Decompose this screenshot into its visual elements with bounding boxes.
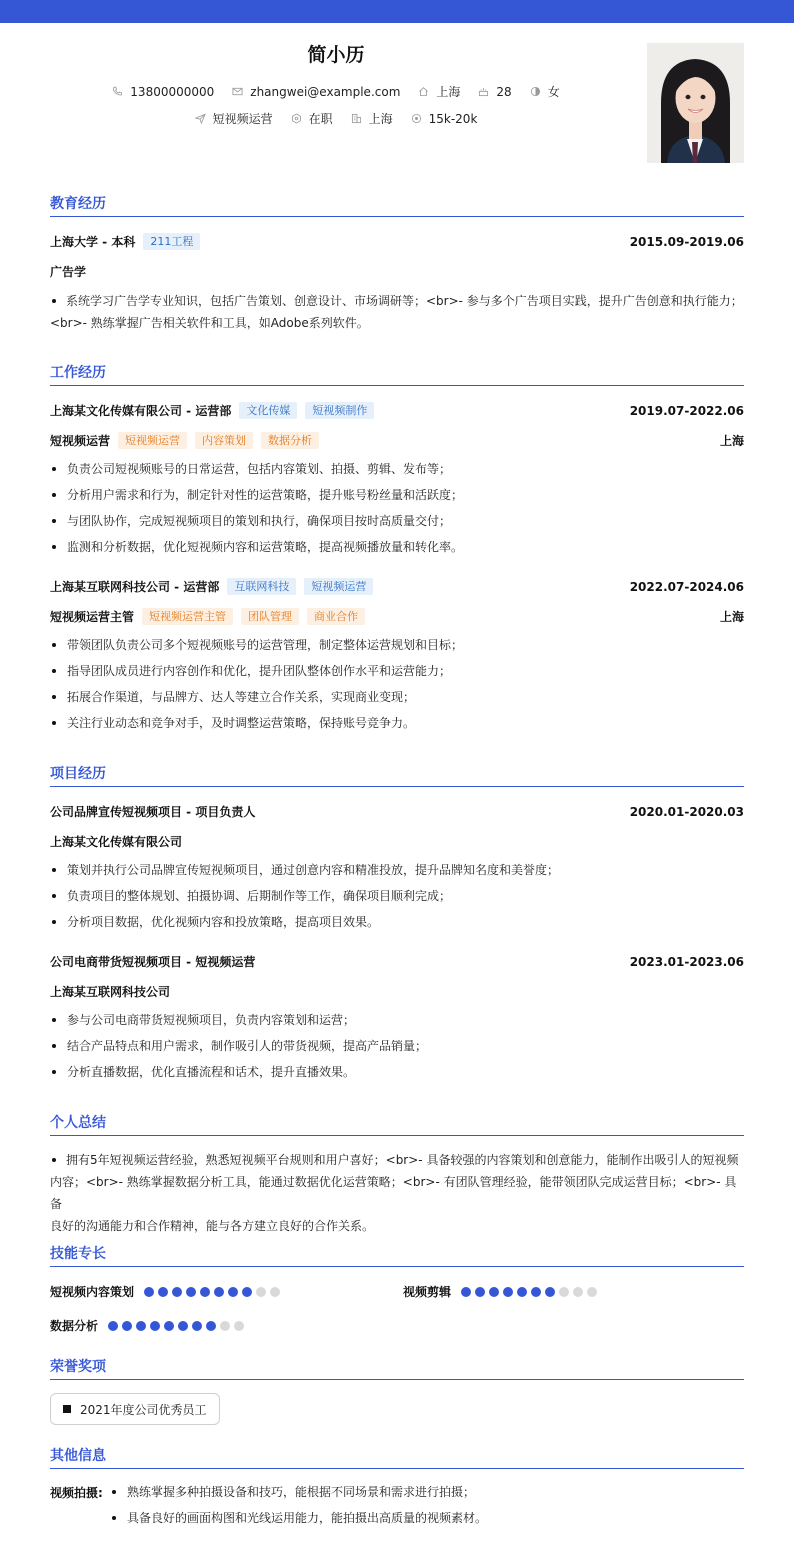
section-title-awards: 荣誉奖项	[50, 1356, 744, 1380]
section-title-education: 教育经历	[50, 193, 744, 217]
skill-dot-empty	[587, 1287, 597, 1297]
list-item: 分析用户需求和行为，制定针对性的运营策略，提升账号粉丝量和活跃度；	[50, 482, 744, 508]
status-icon	[291, 113, 302, 124]
skill-dot-filled	[158, 1287, 168, 1297]
job-1-skill-tag: 内容策划	[195, 432, 253, 449]
cake-icon	[478, 86, 489, 97]
skill-dot-filled	[144, 1287, 154, 1297]
list-item: 负责项目的整体规划、拍摄协调、后期制作等工作，确保项目顺利完成；	[50, 883, 744, 909]
summary-paragraph: 拥有5年短视频运营经验，熟悉短视频平台规则和用户喜好；<br>- 具备较强的内容策划和创意能力，能制作出吸引人的短视频 内容；<br>- 熟练掌握数据分析工具，能通过数据优化运营策略；<br>- 有团队管理经验，能带领团队完成运营目标；<br>- 具备 良好的沟通能力和合作精神，能与各方建立良好的合作关系。	[50, 1149, 744, 1237]
salary-icon	[411, 113, 422, 124]
job-2-position: 短视频运营主管	[50, 610, 135, 624]
section-title-skills: 技能专长	[50, 1243, 744, 1267]
education-date: 2015.09-2019.06	[629, 234, 744, 249]
skill-item: 数据分析	[50, 1317, 248, 1334]
skill-dot-filled	[214, 1287, 224, 1297]
skill-dot-filled	[206, 1321, 216, 1331]
job-2-header-row	[50, 578, 744, 595]
skill-dot-filled	[178, 1321, 188, 1331]
portrait-illustration	[647, 43, 744, 163]
skill-dot-filled	[192, 1321, 202, 1331]
list-item: 指导团队成员进行内容创作和优化，提升团队整体创作水平和运营能力；	[50, 658, 744, 684]
education-description: 系统学习广告学专业知识，包括广告策划、创意设计、市场调研等；<br>- 参与多个广告项目实践，提升广告创意和执行能力； <br>- 熟练掌握广告相关软件和工具，如Adobe系列软件。	[50, 290, 744, 334]
job-intent-info: 短视频运营	[195, 110, 273, 127]
project-1-company-row	[50, 833, 744, 850]
list-item: 参与公司电商带货短视频项目，负责内容策划和运营；	[50, 1007, 744, 1033]
project-1-header-row	[50, 803, 744, 820]
list-item: 带领团队负责公司多个短视频账号的运营管理，制定整体运营规划和目标；	[50, 632, 744, 658]
job-1-position-row	[50, 432, 744, 449]
list-item: 分析项目数据，优化视频内容和投放策略，提高项目效果。	[50, 909, 744, 935]
job-2-skill-tag: 短视频运营主管	[142, 608, 233, 625]
intent-city-info: 上海	[351, 110, 393, 127]
skill-level-dots	[144, 1287, 284, 1297]
skill-dot-empty	[234, 1321, 244, 1331]
list-item: 负责公司短视频账号的日常运营，包括内容策划、拍摄、剪辑、发布等；	[50, 456, 744, 482]
job-2-tag: 短视频运营	[304, 578, 373, 595]
award-badge: 2021年度公司优秀员工	[50, 1393, 220, 1425]
section-title-projects: 项目经历	[50, 763, 744, 787]
skill-dot-filled	[461, 1287, 471, 1297]
square-bullet-icon	[63, 1405, 71, 1413]
school-name: 上海大学 - 本科	[50, 235, 136, 249]
resume-name: 简小历	[307, 44, 365, 66]
skill-level-dots	[108, 1321, 248, 1331]
phone-icon	[112, 86, 123, 97]
job-2-skill-tag: 团队管理	[241, 608, 299, 625]
skill-level-dots	[461, 1287, 601, 1297]
home-icon	[418, 86, 429, 97]
skill-dot-filled	[228, 1287, 238, 1297]
job-1-bullets	[50, 456, 744, 560]
phone-info: 13800000000	[112, 85, 214, 99]
location-info: 上海	[418, 83, 460, 100]
skill-dot-filled	[489, 1287, 499, 1297]
skill-dot-filled	[242, 1287, 252, 1297]
list-item: 熟练掌握多种拍摄设备和技巧，能根据不同场景和需求进行拍摄；	[110, 1479, 744, 1505]
skill-dot-filled	[531, 1287, 541, 1297]
major-row	[50, 263, 744, 280]
status-info: 在职	[291, 110, 333, 127]
job-2-date: 2022.07-2024.06	[629, 579, 744, 594]
profile-photo	[647, 43, 744, 163]
job-1-city: 上海	[719, 434, 744, 448]
skill-dot-filled	[164, 1321, 174, 1331]
email-info: zhangwei@example.com	[232, 85, 400, 99]
list-item: 策划并执行公司品牌宣传短视频项目，通过创意内容和精准投放，提升品牌知名度和美誉度；	[50, 857, 744, 883]
skill-dot-empty	[573, 1287, 583, 1297]
skill-dot-empty	[270, 1287, 280, 1297]
skill-dot-filled	[186, 1287, 196, 1297]
skill-dot-filled	[136, 1321, 146, 1331]
project-2-date: 2023.01-2023.06	[629, 954, 744, 969]
send-icon	[195, 113, 206, 124]
section-title-summary: 个人总结	[50, 1112, 744, 1136]
skill-dot-empty	[256, 1287, 266, 1297]
skill-item: 短视频内容策划	[50, 1283, 284, 1300]
contact-info-row	[0, 83, 672, 100]
skill-dot-filled	[517, 1287, 527, 1297]
list-item: 监测和分析数据，优化短视频内容和运营策略，提高视频播放量和转化率。	[50, 534, 744, 560]
building-icon	[351, 113, 362, 124]
education-header-row	[50, 233, 744, 250]
skill-dot-filled	[503, 1287, 513, 1297]
job-1-skill-tag: 数据分析	[261, 432, 319, 449]
job-2-bullets	[50, 632, 744, 736]
mail-icon	[232, 86, 243, 97]
section-title-work: 工作经历	[50, 362, 744, 386]
skill-dot-filled	[122, 1321, 132, 1331]
job-1-tag: 文化传媒	[239, 402, 297, 419]
list-item: 结合产品特点和用户需求，制作吸引人的带货视频，提高产品销量；	[50, 1033, 744, 1059]
project-2-company-row	[50, 983, 744, 1000]
gender-info: 女	[530, 83, 560, 100]
list-item: 分析直播数据，优化直播流程和话术，提升直播效果。	[50, 1059, 744, 1085]
skill-dot-filled	[108, 1321, 118, 1331]
job-2-position-row	[50, 608, 744, 625]
skill-dot-empty	[559, 1287, 569, 1297]
job-1-date: 2019.07-2022.06	[629, 403, 744, 418]
list-item: 拓展合作渠道，与品牌方、达人等建立合作关系，实现商业变现；	[50, 684, 744, 710]
project-2-bullets	[50, 1007, 744, 1085]
other-bullets	[110, 1479, 744, 1531]
age-info: 28	[478, 85, 511, 99]
job-1-tag: 短视频制作	[305, 402, 374, 419]
top-accent-bar	[0, 0, 794, 23]
project-1-company: 上海某文化传媒有限公司	[50, 835, 183, 849]
job-1-company: 上海某文化传媒有限公司 - 运营部	[50, 404, 232, 418]
skill-dot-filled	[172, 1287, 182, 1297]
job-1-header-row	[50, 402, 744, 419]
job-1-position: 短视频运营	[50, 434, 111, 448]
salary-info: 15k-20k	[411, 112, 478, 126]
section-title-other: 其他信息	[50, 1445, 744, 1469]
skill-dot-filled	[545, 1287, 555, 1297]
gender-icon	[530, 86, 541, 97]
list-item: 关注行业动态和竞争对手，及时调整运营策略，保持账号竞争力。	[50, 710, 744, 736]
skill-dot-filled	[200, 1287, 210, 1297]
job-2-city: 上海	[719, 610, 744, 624]
school-tag: 211工程	[143, 233, 200, 250]
job-intent-row	[0, 110, 672, 127]
other-label: 视频拍摄:	[50, 1486, 103, 1500]
skill-dot-filled	[475, 1287, 485, 1297]
skill-item: 视频剪辑	[403, 1283, 601, 1300]
list-item: 具备良好的画面构图和光线运用能力，能拍摄出高质量的视频素材。	[110, 1505, 744, 1531]
skill-dot-empty	[220, 1321, 230, 1331]
job-2-tag: 互联网科技	[227, 578, 296, 595]
project-1-date: 2020.01-2020.03	[629, 804, 744, 819]
major-name: 广告学	[50, 265, 87, 279]
job-2-company: 上海某互联网科技公司 - 运营部	[50, 580, 220, 594]
project-2-name: 公司电商带货短视频项目 - 短视频运营	[50, 955, 256, 969]
job-2-skill-tag: 商业合作	[307, 608, 365, 625]
skill-dot-filled	[150, 1321, 160, 1331]
project-2-header-row	[50, 953, 744, 970]
project-2-company: 上海某互联网科技公司	[50, 985, 171, 999]
project-1-name: 公司品牌宣传短视频项目 - 项目负责人	[50, 805, 256, 819]
job-1-skill-tag: 短视频运营	[118, 432, 187, 449]
list-item: 与团队协作，完成短视频项目的策划和执行，确保项目按时高质量交付；	[50, 508, 744, 534]
project-1-bullets	[50, 857, 744, 935]
